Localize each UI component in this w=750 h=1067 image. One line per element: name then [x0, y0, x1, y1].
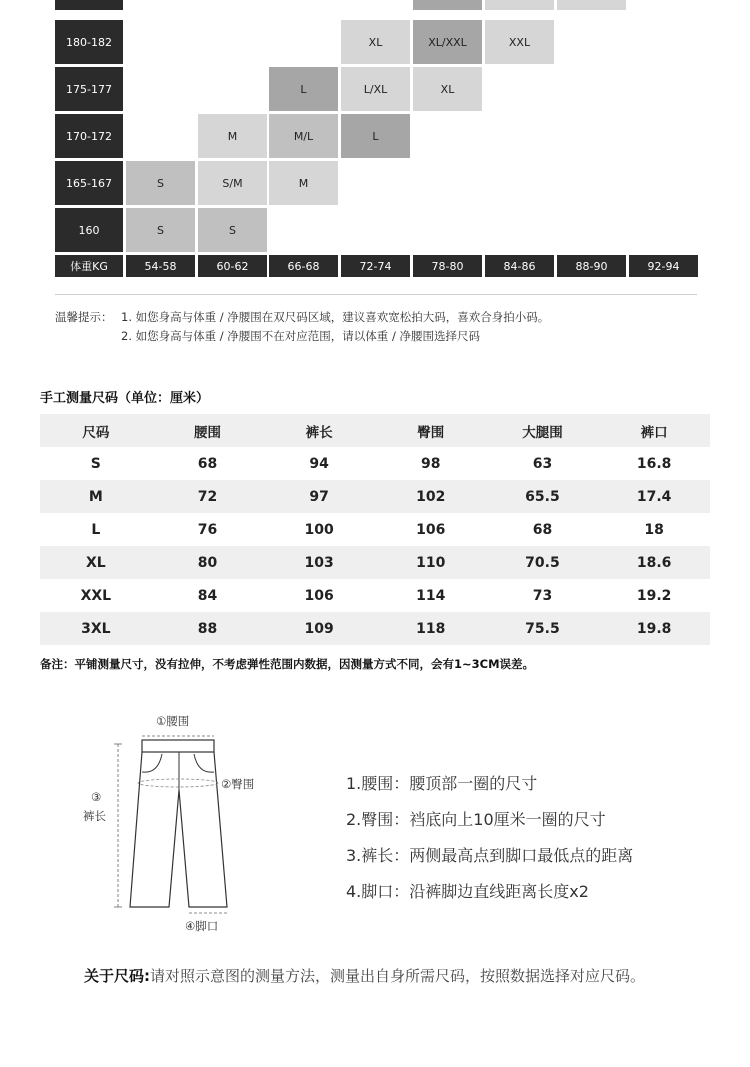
size-cell — [485, 0, 554, 10]
height-label: 170-172 — [55, 114, 123, 158]
size-chart-grid — [0, 0, 750, 280]
table-cell: 100 — [304, 521, 334, 538]
table-cell: 72 — [197, 488, 218, 505]
table-cell: 110 — [416, 554, 446, 571]
table-cell: 17.4 — [636, 488, 672, 505]
size-cell — [557, 0, 626, 10]
tip-line-2: 2. 如您身高与体重 / 净腰围不在对应范围，请以体重 / 净腰围选择尺码 — [121, 329, 480, 343]
tip-prefix: 温馨提示： — [55, 310, 113, 324]
tip-line-1: 1. 如您身高与体重 / 净腰围在双尺码区域，建议喜欢宽松拍大码，喜欢合身拍小码。 — [121, 310, 550, 324]
table-cell: 68 — [197, 455, 218, 472]
diagram-hip-label: ②臀围 — [221, 777, 255, 791]
size-cell: S — [126, 161, 195, 205]
size-cell: M/L — [269, 114, 338, 158]
table-cell: 3XL — [81, 620, 111, 637]
explain-hem: 4.脚口：沿裤脚边直线距离长度x2 — [346, 882, 589, 901]
table-cell: XXL — [80, 587, 112, 604]
table-cell: 97 — [309, 488, 329, 505]
size-cell: XL — [413, 67, 482, 111]
about-size — [84, 962, 684, 991]
weight-label: 92-94 — [629, 255, 698, 277]
size-cell: M — [198, 114, 267, 158]
pants-diagram — [80, 710, 280, 940]
size-cell: XL — [341, 20, 410, 64]
explain-length: 3.裤长：两侧最高点到脚口最低点的距离 — [346, 846, 634, 865]
table-cell: 18 — [644, 521, 664, 538]
table-cell: 76 — [197, 521, 218, 538]
explain-hip: 2.臀围：裆底向上10厘米一圈的尺寸 — [346, 810, 606, 829]
table-row — [40, 546, 710, 579]
height-label: 165-167 — [55, 161, 123, 205]
header-length: 裤长 — [305, 424, 333, 441]
table-cell: 16.8 — [636, 455, 672, 472]
table-cell: 68 — [532, 521, 553, 538]
size-cell: XL/XXL — [413, 20, 482, 64]
size-cell: S — [198, 208, 267, 252]
weight-label: 60-62 — [198, 255, 267, 277]
diagram-hem-label: ④脚口 — [185, 919, 219, 933]
size-cell: XXL — [485, 20, 554, 64]
table-cell: 94 — [309, 455, 329, 472]
table-cell: 109 — [304, 620, 334, 637]
table-cell: 80 — [197, 554, 218, 571]
table-cell: 75.5 — [525, 620, 560, 637]
table-cell: 19.8 — [636, 620, 672, 637]
about-text: 请对照示意图的测量方法，测量出自身所需尺码，按照数据选择对应尺码。 — [150, 967, 646, 985]
table-cell: 102 — [416, 488, 446, 505]
table-cell: 106 — [304, 587, 334, 604]
table-cell: 19.2 — [636, 587, 672, 604]
table-cell: XL — [85, 554, 106, 571]
table-cell: 114 — [416, 587, 446, 604]
pants-illustration — [80, 710, 280, 940]
measure-table — [40, 414, 710, 645]
table-header-row — [40, 414, 710, 447]
table-cell: 63 — [532, 455, 553, 472]
explain-waist: 1.腰围：腰顶部一圈的尺寸 — [346, 774, 538, 793]
table-row — [40, 513, 710, 546]
weight-label: 66-68 — [269, 255, 338, 277]
header-hip: 臀围 — [417, 424, 445, 441]
table-row — [40, 612, 710, 645]
diagram-length-number: ③ — [91, 790, 102, 804]
header-waist: 腰围 — [193, 424, 221, 441]
weight-label: 72-74 — [341, 255, 410, 277]
height-label: 160 — [55, 208, 123, 252]
about-label: 关于尺码: — [84, 967, 150, 985]
table-cell: M — [88, 488, 103, 505]
diagram-length-label: 裤长 — [83, 809, 106, 823]
weight-header: 体重KG — [55, 255, 123, 277]
size-cell: S — [126, 208, 195, 252]
table-row — [40, 579, 710, 612]
table-cell: 88 — [197, 620, 218, 637]
weight-label: 78-80 — [413, 255, 482, 277]
table-cell: 18.6 — [636, 554, 672, 571]
size-cell: L — [269, 67, 338, 111]
table-cell: 98 — [421, 455, 441, 472]
size-cell: L/XL — [341, 67, 410, 111]
table-cell: 65.5 — [525, 488, 560, 505]
table-cell: 70.5 — [525, 554, 560, 571]
size-cell: M — [269, 161, 338, 205]
size-cell: S/M — [198, 161, 267, 205]
weight-label: 54-58 — [126, 255, 195, 277]
height-label — [55, 0, 123, 10]
measure-note: 备注：平铺测量尺寸，没有拉伸，不考虑弹性范围内数据，因测量方式不同，会有1~3CM误差。 — [40, 657, 535, 671]
measure-title: 手工测量尺码（单位：厘米） — [40, 391, 210, 406]
size-cell — [413, 0, 482, 10]
header-hem: 裤口 — [640, 424, 668, 441]
table-cell: 103 — [304, 554, 334, 571]
weight-label: 84-86 — [485, 255, 554, 277]
table-row — [40, 447, 710, 480]
height-label: 175-177 — [55, 67, 123, 111]
table-cell: 73 — [532, 587, 553, 604]
weight-label: 88-90 — [557, 255, 626, 277]
table-cell: S — [90, 455, 101, 472]
header-thigh: 大腿围 — [522, 424, 563, 441]
table-cell: L — [91, 521, 101, 538]
diagram-waist-label: ①腰围 — [156, 714, 190, 728]
table-row — [40, 480, 710, 513]
divider — [55, 294, 697, 295]
header-size: 尺码 — [82, 424, 110, 441]
table-cell: 106 — [416, 521, 446, 538]
size-cell: L — [341, 114, 410, 158]
table-cell: 118 — [416, 620, 446, 637]
height-label: 180-182 — [55, 20, 123, 64]
table-cell: 84 — [197, 587, 218, 604]
